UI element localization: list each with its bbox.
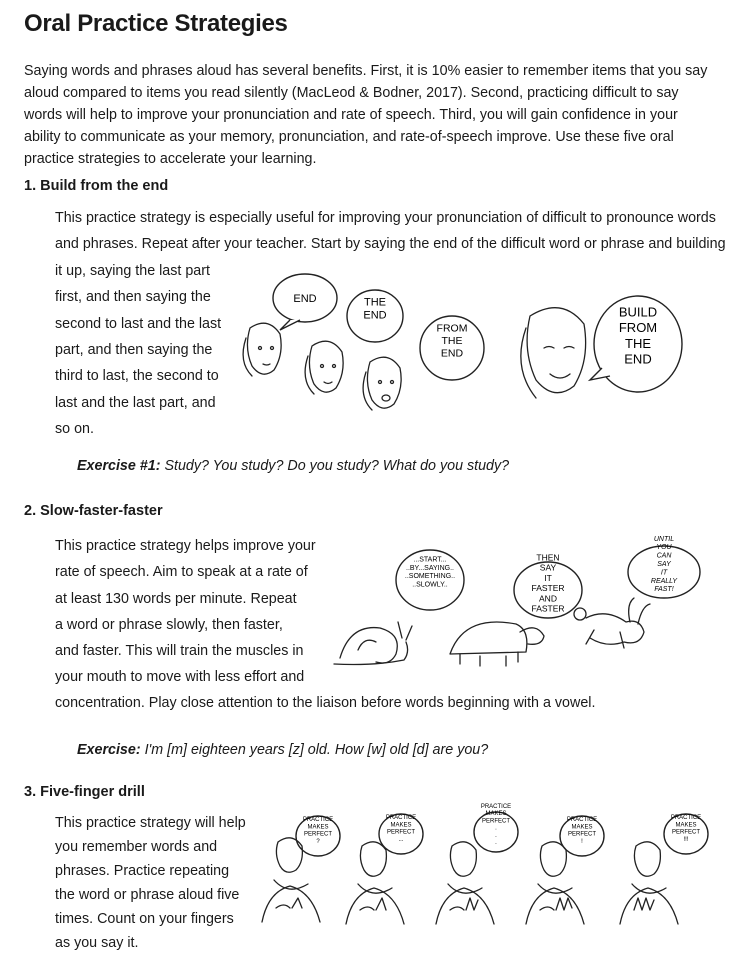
slow-faster-illustration	[330, 535, 710, 678]
body-line: you remember words and	[55, 839, 218, 855]
body-line: This practice strategy is especially useful for improving your pronunciation of difficult to pronounce words	[55, 210, 716, 226]
exercise-2-text: I'm [m] eighteen years [z] old. How [w] old [d] are you?	[140, 742, 489, 758]
exercise-1-text: Study? You study? Do you study? What do you study?	[160, 458, 510, 474]
section-heading-build-from-end: 1. Build from the end	[24, 178, 169, 194]
exercise-1-label: Exercise #1:	[77, 458, 161, 474]
body-line: and faster. This will train the muscles in	[55, 643, 304, 659]
section-heading-five-finger: 3. Five-finger drill	[24, 784, 145, 800]
person-counting-icon	[436, 842, 494, 924]
bubble-then-faster: THEN SAY IT FASTER AND FASTER	[531, 552, 565, 614]
body-line: concentration. Play close attention to the liaison before words beginning with a vowel.	[55, 695, 596, 711]
bubble-practice-4: PRACTICE MAKES PERFECT !	[566, 817, 598, 845]
body-line: as you say it.	[55, 935, 139, 951]
rabbit-icon	[574, 598, 650, 648]
bubble-from-the-end: FROM THE END	[436, 322, 468, 360]
turtle-icon	[450, 622, 544, 666]
bubble-practice-3: PRACTICE MAKES PERFECT . . .	[480, 804, 512, 846]
bubble-the-end: THE END	[363, 296, 387, 322]
body-line: second to last and the last	[55, 316, 222, 332]
body-line: and phrases. Repeat after your teacher. Start by saying the end of the difficult word or phrase and building	[55, 236, 726, 252]
intro-paragraph: Saying words and phrases aloud has several benefits. First, it is 10% easier to remember items that you say aloud compared to items you read silently (MacLeod & Bodner, 2017). Second, practicing difficult to say words will help to improve your pronunciation and rate of speech. Third, you will gain confidence in your ability to communicate as your memory, pronunciation, and rate-of-speech improve. Use these five oral practice strategies to accelerate your learning.	[24, 63, 708, 167]
face-icon	[243, 323, 281, 376]
body-line: times. Count on your fingers	[55, 911, 234, 927]
snail-icon	[334, 622, 412, 665]
body-line: third to last, the second to	[55, 368, 219, 384]
bubble-start-slowly: ...START... ..BY...SAYING.. ..SOMETHING.. ..SLOWLY..	[404, 556, 456, 589]
body-line: the word or phrase aloud five	[55, 887, 240, 903]
person-counting-icon	[620, 842, 678, 924]
bubble-practice-2: PRACTICE MAKES PERFECT ...	[385, 815, 417, 843]
bubble-until-fast: UNTIL YOU CAN SAY IT REALLY FAST!	[650, 535, 678, 594]
body-line: it up, saying the last part	[55, 263, 210, 279]
body-line: rate of speech. Aim to speak at a rate of	[55, 564, 308, 580]
face-icon	[363, 357, 401, 410]
body-line: last and the last part, and	[55, 395, 216, 411]
build-from-end-illustration	[230, 268, 710, 428]
body-line: first, and then saying the	[55, 289, 211, 305]
body-line: a word or phrase slowly, then faster,	[55, 617, 283, 633]
five-finger-illustration	[256, 804, 716, 936]
body-line: your mouth to move with less effort and	[55, 669, 305, 685]
face-icon	[521, 308, 586, 398]
body-line: phrases. Practice repeating	[55, 863, 230, 879]
body-line: This practice strategy will help	[55, 815, 246, 831]
bubble-practice-5: PRACTICE MAKES PERFECT !!!	[670, 815, 702, 843]
body-line: part, and then saying the	[55, 342, 213, 358]
body-line: This practice strategy helps improve your	[55, 538, 316, 554]
exercise-2-label: Exercise:	[77, 742, 141, 758]
body-line: so on.	[55, 421, 94, 437]
bubble-end: END	[293, 293, 317, 305]
exercise-1	[77, 458, 509, 474]
bubble-build-from-the-end: BUILD FROM THE END	[618, 304, 658, 367]
bubble-practice-1: PRACTICE MAKES PERFECT ?	[302, 817, 334, 845]
section-heading-slow-faster: 2. Slow-faster-faster	[24, 503, 163, 519]
person-counting-icon	[346, 842, 404, 924]
exercise-2	[77, 742, 488, 758]
page-title: Oral Practice Strategies	[24, 10, 288, 37]
face-icon	[305, 341, 343, 394]
body-line: at least 130 words per minute. Repeat	[55, 591, 297, 607]
